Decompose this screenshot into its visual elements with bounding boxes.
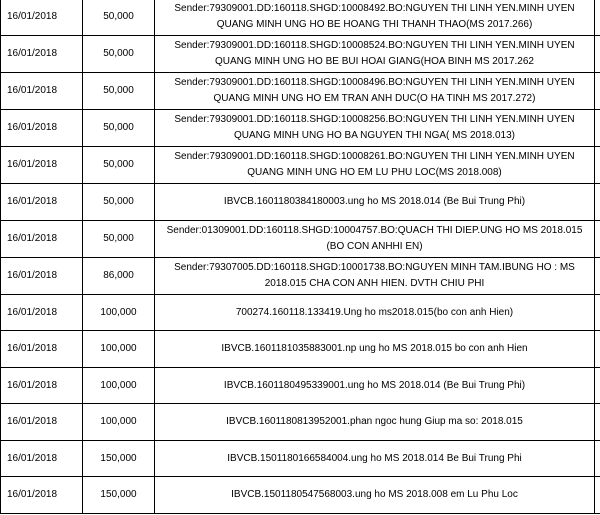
date-cell: 16/01/2018 <box>1 221 83 258</box>
table-row <box>1 441 600 477</box>
empty-cell <box>595 36 600 73</box>
date-cell: 16/01/2018 <box>1 477 83 514</box>
amount-cell: 100,000 <box>83 368 155 404</box>
date-cell: 16/01/2018 <box>1 184 83 221</box>
date-cell: 16/01/2018 <box>1 110 83 147</box>
empty-cell <box>595 441 600 477</box>
empty-cell <box>595 477 600 514</box>
date-cell: 16/01/2018 <box>1 147 83 184</box>
date-cell: 16/01/2018 <box>1 331 83 368</box>
amount-cell: 100,000 <box>83 404 155 441</box>
date-cell: 16/01/2018 <box>1 404 83 441</box>
amount-cell: 50,000 <box>83 36 155 73</box>
amount-cell: 50,000 <box>83 73 155 110</box>
amount-cell: 86,000 <box>83 258 155 295</box>
amount-cell: 100,000 <box>83 295 155 331</box>
date-cell: 16/01/2018 <box>1 295 83 331</box>
amount-cell: 150,000 <box>83 477 155 514</box>
empty-cell <box>595 147 600 184</box>
empty-cell <box>595 331 600 368</box>
description-cell: 700274.160118.133419.Ung ho ms2018.015(bo con anh Hien) <box>155 295 595 331</box>
table-row <box>1 73 600 110</box>
empty-cell <box>595 0 600 36</box>
amount-cell: 50,000 <box>83 184 155 221</box>
description-cell: Sender:79309001.DD:160118.SHGD:10008524.BO:NGUYEN THI LINH YEN.MINH UYEN QUANG MINH UNG HO BE BUI HOAI GIANG(HOA BINH MS 2017.262 <box>155 36 595 73</box>
description-cell: IBVCB.1601180384180003.ung ho MS 2018.014 (Be Bui Trung Phi) <box>155 184 595 221</box>
amount-cell: 50,000 <box>83 110 155 147</box>
empty-cell <box>595 295 600 331</box>
description-cell: IBVCB.1501180547568003.ung ho MS 2018.008 em Lu Phu Loc <box>155 477 595 514</box>
description-cell: IBVCB.1601180813952001.phan ngoc hung Giup ma so: 2018.015 <box>155 404 595 441</box>
empty-cell <box>595 110 600 147</box>
table-row <box>1 368 600 404</box>
amount-cell: 150,000 <box>83 441 155 477</box>
date-cell: 16/01/2018 <box>1 368 83 404</box>
table-row <box>1 110 600 147</box>
description-cell: Sender:79309001.DD:160118.SHGD:10008256.BO:NGUYEN THI LINH YEN.MINH UYEN QUANG MINH UNG HO BA NGUYEN THI NGA( MS 2018.013) <box>155 110 595 147</box>
description-cell: IBVCB.1601180495339001.ung ho MS 2018.014 (Be Bui Trung Phi) <box>155 368 595 404</box>
description-cell: Sender:79309001.DD:160118.SHGD:10008261.BO:NGUYEN THI LINH YEN.MINH UYEN QUANG MINH UNG HO EM LU PHU LOC(MS 2018.008) <box>155 147 595 184</box>
empty-cell <box>595 258 600 295</box>
date-cell: 16/01/2018 <box>1 73 83 110</box>
empty-cell <box>595 221 600 258</box>
description-cell: Sender:01309001.DD:160118.SHGD:10004757.BO:QUACH THI DIEP.UNG HO MS 2018.015 (BO CON ANHHI EN) <box>155 221 595 258</box>
empty-cell <box>595 404 600 441</box>
empty-cell <box>595 73 600 110</box>
table-row <box>1 258 600 295</box>
amount-cell: 50,000 <box>83 221 155 258</box>
table-row <box>1 36 600 73</box>
amount-cell: 100,000 <box>83 331 155 368</box>
amount-cell: 50,000 <box>83 0 155 36</box>
date-cell: 16/01/2018 <box>1 258 83 295</box>
empty-cell <box>595 368 600 404</box>
table-row <box>1 0 600 36</box>
table-row <box>1 404 600 441</box>
empty-cell <box>595 184 600 221</box>
description-cell: Sender:79309001.DD:160118.SHGD:10008492.BO:NGUYEN THI LINH YEN.MINH UYEN QUANG MINH UNG HO BE HOANG THI THANH THAO(MS 2017.266) <box>155 0 595 36</box>
table-row <box>1 184 600 221</box>
table-row <box>1 221 600 258</box>
description-cell: IBVCB.1601181035883001.np ung ho MS 2018.015 bo con anh Hien <box>155 331 595 368</box>
table-row <box>1 477 600 514</box>
date-cell: 16/01/2018 <box>1 441 83 477</box>
date-cell: 16/01/2018 <box>1 0 83 36</box>
table-row <box>1 295 600 331</box>
table-row <box>1 331 600 368</box>
amount-cell: 50,000 <box>83 147 155 184</box>
table-row <box>1 147 600 184</box>
description-cell: Sender:79309001.DD:160118.SHGD:10008496.BO:NGUYEN THI LINH YEN.MINH UYEN QUANG MINH UNG HO EM TRAN ANH DUC(O HA TINH MS 2017.272) <box>155 73 595 110</box>
description-cell: IBVCB.1501180166584004.ung ho MS 2018.014 Be Bui Trung Phi <box>155 441 595 477</box>
date-cell: 16/01/2018 <box>1 36 83 73</box>
description-cell: Sender:79307005.DD:160118.SHGD:10001738.BO:NGUYEN MINH TAM.IBUNG HO : MS 2018.015 CHA CON ANH HIEN. DVTH CHIU PHI <box>155 258 595 295</box>
